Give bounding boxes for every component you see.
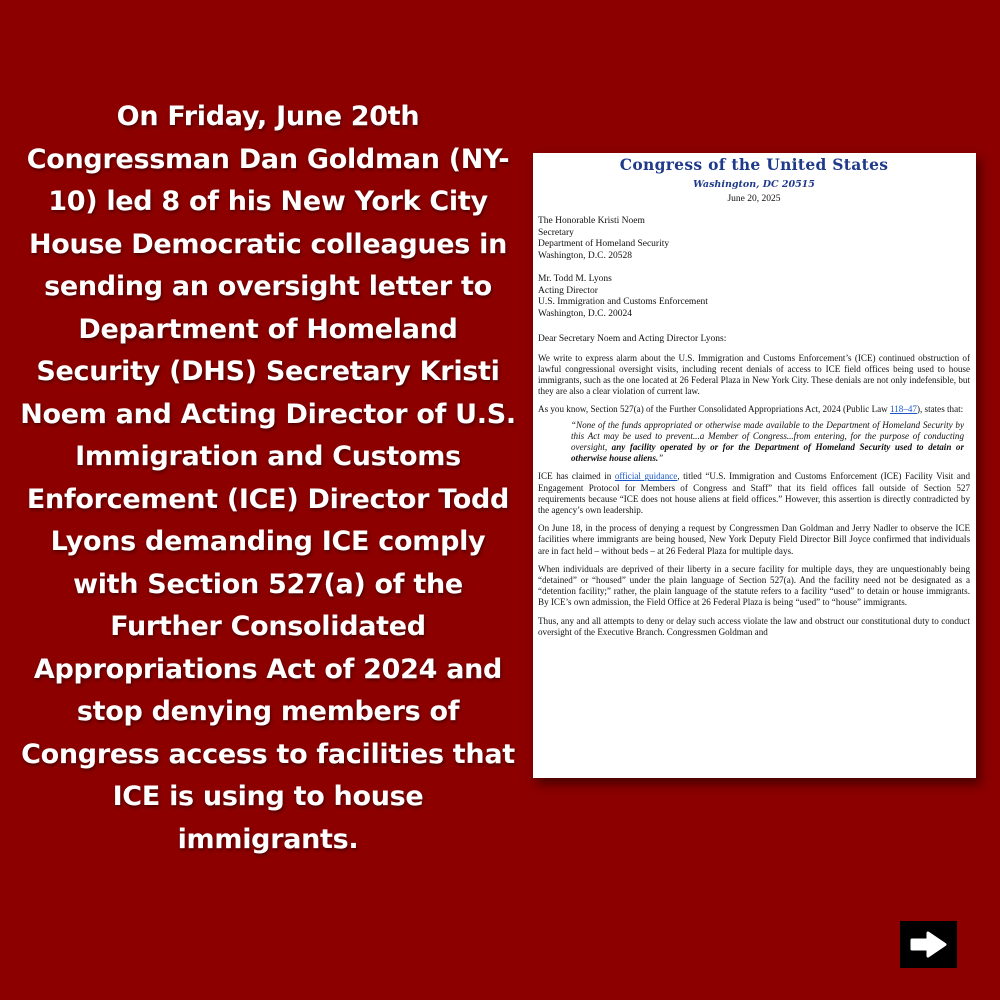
recipient-line: U.S. Immigration and Customs Enforcement: [538, 297, 708, 307]
letterhead-city: Washington, DC 20515: [693, 179, 815, 190]
quote-bold-text: any facility operated by or for the Department of Homeland Security used to detain or otherwise house aliens.: [571, 441, 964, 464]
letter-image: [533, 153, 976, 778]
paragraph-2-text: As you know, Section 527(a) of the Further Consolidated Appropriations Act, 2024 (Public Law: [538, 404, 890, 415]
salutation: Dear Secretary Noem and Acting Director Lyons:: [538, 334, 727, 344]
recipient-line: Mr. Todd M. Lyons: [538, 274, 612, 284]
quote-end: ”: [658, 453, 664, 464]
paragraph-6: Thus, any and all attempts to deny or delay such access violate the law and obstruct our constitutional duty to conduct oversight of the Executive Branch. Congressmen Goldman and: [538, 615, 970, 637]
recipient-line: Acting Director: [538, 285, 598, 296]
recipient-line: Washington, D.C. 20024: [538, 308, 632, 319]
recipient-line: Washington, D.C. 20528: [538, 250, 632, 261]
letter-date: June 20, 2025: [727, 194, 781, 204]
paragraph-2-tail: ), states that:: [916, 404, 964, 415]
public-law-link[interactable]: 118–47: [890, 404, 917, 415]
headline-text: On Friday, June 20th Congressman Dan Goldman (NY-10) led 8 of his New York City House Democratic colleagues in sending an oversight letter to Department of Homeland Security (DHS) Secretary Kristi Noem and Acting Director of U.S. Immigration and Customs Enforcement (ICE) Director Todd Lyons demanding ICE comply with Section 527(a) of the Further Consolidated Appropriations Act of 2024 and stop denying members of Congress access to facilities that ICE is using to house immigrants.: [20, 101, 516, 855]
next-slide-button[interactable]: [900, 921, 957, 968]
paragraph-4: On June 18, in the process of denying a request by Congressmen Dan Goldman and Jerry Nadler to observe the ICE facilities where immigrants are being housed, New York Deputy Field Director Bill Joyce confirmed that individuals are in fact held – without beds – at 26 Federal Plaza for multiple days.: [538, 523, 970, 556]
statute-quote: [571, 420, 964, 465]
paragraph-3-tail: , titled “U.S. Immigration and Customs Enforcement (ICE) Facility Visit and Engagement Protocol for Members of Congress and Staff” that its field offices fall outside of Section 527 requirements because “ICE does not house aliens at field offices.” However, this assertion is directly contradicted by the agency’s own leadership.: [538, 471, 970, 515]
paragraph-2: [538, 404, 970, 415]
paragraph-3-text: ICE has claimed in: [538, 471, 615, 482]
recipient-block-1: [538, 216, 970, 262]
recipient-line: Secretary: [538, 227, 574, 238]
letterhead-title: Congress of the United States: [619, 155, 889, 174]
recipient-line: The Honorable Kristi Noem: [538, 216, 645, 226]
paragraph-1: We write to express alarm about the U.S. Immigration and Customs Enforcement’s (ICE) continued obstruction of lawful congressional oversight visits, including recent denials of access to ICE field offices being used to house immigrants, such as the one located at 26 Federal Plaza in New York City. These denials are not only indefensible, but they are also a clear violation of current law.: [538, 352, 970, 397]
paragraph-5: When individuals are deprived of their liberty in a secure facility for multiple days, they are unquestionably being “detained” or “housed” under the plain language of Section 527(a). And the facility need not be designated as a “detention facility;” rather, the plain language of the statute refers to a facility “used” to detain or house immigrants. By ICE’s own admission, the Field Office at 26 Federal Plaza is being “used” to “house” immigrants.: [538, 563, 970, 608]
official-guidance-link[interactable]: official guidance: [614, 471, 678, 482]
recipient-line: Department of Homeland Security: [538, 239, 670, 249]
quote-text: “None of the funds appropriated or otherwise made available to the Department of Homeland Security by this Act may be used to prevent...a Member of Congress...from entering, for the purpose of conducting oversight,: [571, 419, 964, 452]
paragraph-3: [538, 471, 970, 516]
arrow-right-icon: [900, 921, 957, 968]
recipient-block-2: [538, 274, 970, 320]
